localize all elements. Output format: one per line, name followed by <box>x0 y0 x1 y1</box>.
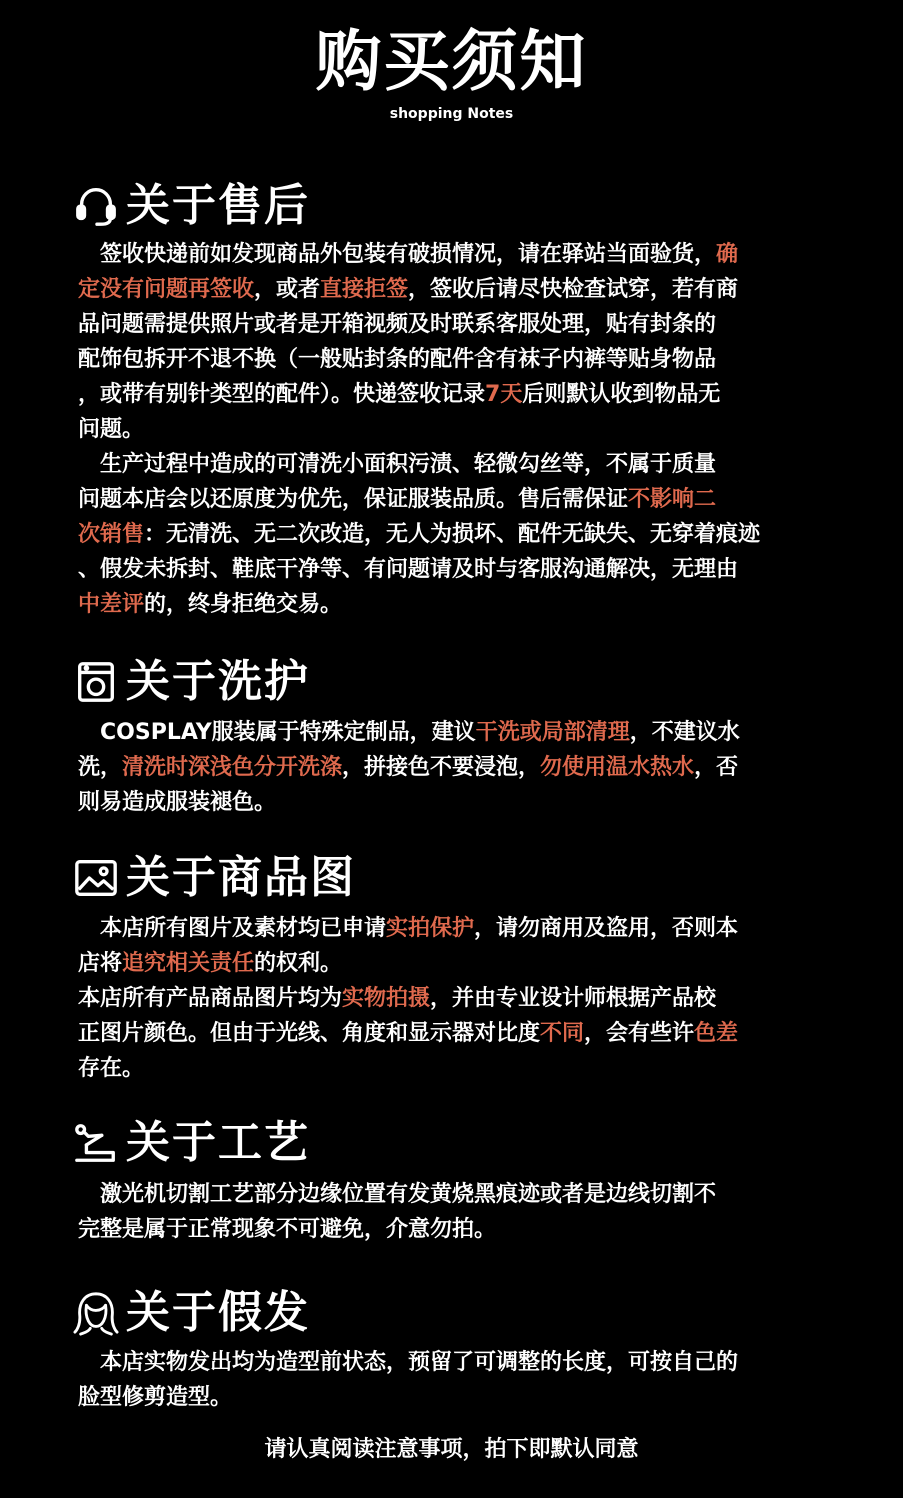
body-text: COSPLAY服装属于特殊定制品，建议 <box>78 720 476 745</box>
highlight-text: 定没有问题再签收 <box>78 277 255 302</box>
body-text: 存在。 <box>78 1056 145 1081</box>
section-heading-craft <box>72 1115 310 1171</box>
text-line <box>78 946 838 981</box>
text-line <box>78 715 838 750</box>
highlight-text: 清洗时深浅色分开洗涤 <box>122 755 343 780</box>
text-line <box>78 482 838 517</box>
text-line <box>78 237 838 272</box>
section-heading-text: 关于商品图 <box>126 852 356 903</box>
body-text: 签收快递前如发现商品外包装有破损情况，请在驿站当面验货， <box>78 242 717 267</box>
footer-notice: 请认真阅读注意事项，拍下即默认同意 <box>264 1437 639 1462</box>
text-line <box>78 342 838 377</box>
section-heading-text: 关于售后 <box>126 180 310 231</box>
headset-icon <box>72 182 120 230</box>
section-body-after-sales <box>78 237 838 622</box>
section-heading-text: 关于工艺 <box>126 1117 310 1168</box>
body-text: 后则默认收到物品无 <box>522 382 721 407</box>
washing-machine-icon <box>72 658 120 706</box>
highlight-text: 次销售 <box>78 522 145 547</box>
text-line <box>78 447 838 482</box>
page-subtitle: shopping Notes <box>389 106 514 122</box>
craft-tool-icon <box>72 1119 120 1167</box>
text-line <box>78 307 838 342</box>
body-text: 本店所有产品商品图片均为 <box>78 986 343 1011</box>
highlight-text: 干洗或局部清理 <box>475 720 630 745</box>
body-text: 洗， <box>78 755 123 780</box>
highlight-text: 不同 <box>540 1021 585 1046</box>
highlight-text: 勿使用温水热水 <box>540 755 695 780</box>
body-text: ，签收后请尽快检查试穿，若有商 <box>408 277 739 302</box>
section-heading-text: 关于洗护 <box>126 656 310 707</box>
highlight-text: 追究相关责任 <box>122 951 255 976</box>
section-heading-washing <box>72 654 310 710</box>
section-heading-after-sales <box>72 178 310 234</box>
highlight-text: 中差评 <box>78 592 145 617</box>
highlight-text: 实物拍摄 <box>342 986 431 1011</box>
image-icon <box>72 854 120 902</box>
text-line <box>78 911 838 946</box>
text-line <box>78 377 838 412</box>
body-text: ，否 <box>694 755 739 780</box>
body-text: 问题本店会以还原度为优先，保证服装品质。售后需保证 <box>78 487 629 512</box>
body-text: ：无清洗、无二次改造，无人为损坏、配件无缺失、无穿着痕迹 <box>144 522 761 547</box>
section-body-washing <box>78 715 838 820</box>
highlight-text: 确 <box>716 242 739 267</box>
text-line <box>78 1051 838 1086</box>
text-line <box>78 1177 838 1212</box>
highlight-text: 不影响二 <box>628 487 717 512</box>
text-line <box>78 1212 838 1247</box>
text-line <box>78 1345 838 1380</box>
text-line <box>78 272 838 307</box>
text-line <box>78 785 838 820</box>
text-line <box>78 587 838 622</box>
text-line <box>78 1016 838 1051</box>
page-title: 购买须知 <box>315 23 588 100</box>
wig-icon <box>72 1289 120 1337</box>
body-text: ，不建议水 <box>629 720 740 745</box>
body-text: 则易造成服装褪色。 <box>78 790 277 815</box>
body-text: 问题。 <box>78 417 145 442</box>
text-line <box>78 552 838 587</box>
body-text: 正图片颜色。但由于光线、角度和显示器对比度 <box>78 1021 541 1046</box>
highlight-text: 直接拒签 <box>320 277 409 302</box>
section-body-product-images <box>78 911 838 1086</box>
section-body-wig <box>78 1345 838 1415</box>
text-line <box>78 750 838 785</box>
section-body-craft <box>78 1177 838 1247</box>
body-text: 完整是属于正常现象不可避免，介意勿拍。 <box>78 1217 497 1242</box>
body-text: ，拼接色不要浸泡， <box>342 755 541 780</box>
section-heading-product-images <box>72 850 356 906</box>
body-text: 品问题需提供照片或者是开箱视频及时联系客服处理，贴有封条的 <box>78 312 717 337</box>
body-text: 本店所有图片及素材均已申请 <box>78 916 387 941</box>
body-text: ，并由专业设计师根据产品校 <box>430 986 717 1011</box>
body-text: ，请勿商用及盗用，否则本 <box>474 916 739 941</box>
body-text: ，会有些许 <box>584 1021 695 1046</box>
text-line <box>78 981 838 1016</box>
body-text: 激光机切割工艺部分边缘位置有发黄烧黑痕迹或者是边线切割不 <box>78 1182 717 1207</box>
body-text: 店将 <box>78 951 123 976</box>
body-text: ，或带有别针类型的配件）。快递签收记录 <box>78 382 486 407</box>
highlight-text: 7天 <box>485 382 523 407</box>
section-heading-text: 关于假发 <box>126 1287 310 1338</box>
body-text: 脸型修剪造型。 <box>78 1385 233 1410</box>
text-line <box>78 412 838 447</box>
highlight-text: 色差 <box>694 1021 739 1046</box>
body-text: 的权利。 <box>254 951 343 976</box>
body-text: ，或者 <box>254 277 321 302</box>
body-text: 、假发未拆封、鞋底干净等、有问题请及时与客服沟通解决，无理由 <box>78 557 739 582</box>
section-heading-wig <box>72 1285 310 1341</box>
text-line <box>78 1380 838 1415</box>
body-text: 生产过程中造成的可清洗小面积污渍、轻微勾丝等，不属于质量 <box>78 452 717 477</box>
body-text: 配饰包拆开不退不换（一般贴封条的配件含有袜子内裤等贴身物品 <box>78 347 717 372</box>
body-text: 的，终身拒绝交易。 <box>144 592 343 617</box>
body-text: 本店实物发出均为造型前状态，预留了可调整的长度，可按自己的 <box>78 1350 739 1375</box>
highlight-text: 实拍保护 <box>386 916 475 941</box>
text-line <box>78 517 838 552</box>
